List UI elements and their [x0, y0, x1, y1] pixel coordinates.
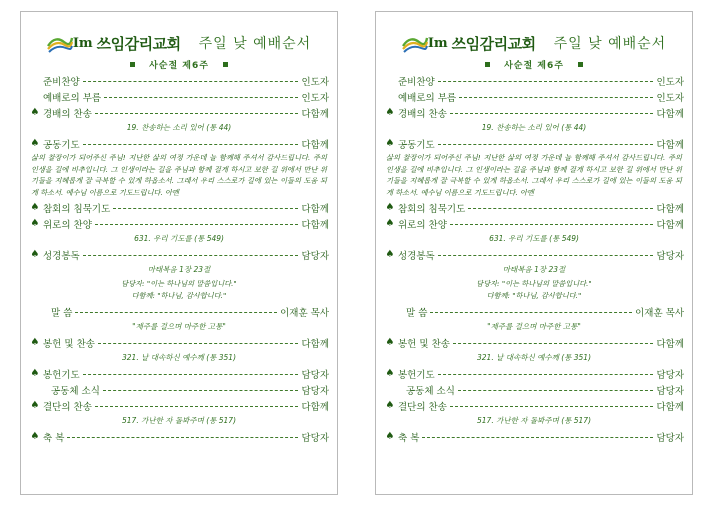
service-item-leader: 담당자: [656, 369, 684, 381]
dotted-leader: [438, 144, 654, 145]
responsive-line: 다함께: "하나님, 감사합니다.": [131, 291, 227, 300]
service-item-label: 축 복: [43, 432, 65, 444]
dotted-leader: [67, 437, 298, 438]
dotted-leader: [453, 343, 654, 344]
dotted-leader: [438, 374, 654, 375]
service-item-label: 축 복: [398, 432, 420, 444]
service-item-leader: 담당자: [656, 250, 684, 262]
service-item: [384, 247, 684, 262]
service-item: [384, 366, 684, 381]
square-bullet-icon: [130, 62, 135, 67]
spade-icon: ♠: [30, 202, 40, 213]
bulletin-header: [21, 26, 337, 60]
dotted-leader: [95, 224, 299, 225]
spade-icon: ♠: [385, 107, 395, 118]
service-item: [384, 73, 684, 88]
service-item-leader: 담당자: [301, 385, 329, 397]
service-item-label: 성경봉독: [43, 250, 80, 262]
service-item-leader: 담당자: [656, 385, 684, 397]
service-title: 주일 낮 예배순서: [198, 36, 312, 52]
service-item-leader: 다함께: [301, 108, 329, 120]
dotted-leader: [430, 312, 632, 313]
lent-subtitle: [21, 58, 337, 71]
dotted-leader: [450, 224, 654, 225]
service-item: [29, 89, 329, 104]
service-item-label: 위로의 찬양: [398, 219, 447, 231]
wave-logo-icon: [402, 32, 428, 54]
dotted-leader: [468, 208, 653, 209]
service-item-label: 예배로의 부름: [398, 92, 457, 104]
logo-im-text: Im: [72, 35, 93, 51]
spade-icon: ♠: [385, 202, 395, 213]
service-item: [29, 366, 329, 381]
spade-icon: ♠: [30, 368, 40, 379]
dotted-leader: [83, 144, 299, 145]
dotted-leader: [458, 390, 654, 391]
dotted-leader: [104, 97, 298, 98]
spade-icon: ♠: [30, 138, 40, 149]
service-item-label: 공동기도: [398, 139, 435, 151]
spade-icon: ♠: [385, 249, 395, 260]
dotted-leader: [103, 390, 299, 391]
church-name: 쓰임감리교회: [451, 34, 536, 53]
spade-icon: ♠: [385, 138, 395, 149]
wave-logo-icon: [47, 32, 73, 54]
spade-icon: ♠: [385, 218, 395, 229]
service-item-leader: 인도자: [656, 76, 684, 88]
service-item-label: 공동기도: [43, 139, 80, 151]
service-item: [29, 304, 329, 319]
service-item: [384, 304, 684, 319]
service-item: [384, 216, 684, 231]
service-item-label: 말 씀: [51, 307, 73, 319]
church-logo: [402, 32, 448, 54]
service-item: [29, 73, 329, 88]
service-item-label: 준비찬양: [43, 76, 80, 88]
square-bullet-icon: [223, 62, 228, 67]
order-of-service: [29, 73, 329, 445]
service-item: [384, 200, 684, 215]
service-title: 주일 낮 예배순서: [553, 36, 667, 52]
hymn-or-scripture-line: 517. 가난한 자 돌봐주며 (통 517): [122, 416, 236, 425]
service-item-label: 공동체 소식: [406, 385, 455, 397]
service-item: [29, 382, 329, 397]
subtitle-text: 사순절 제6주: [149, 61, 209, 71]
spade-icon: ♠: [30, 218, 40, 229]
service-item-label: 결단의 찬송: [43, 401, 92, 413]
service-item: [29, 429, 329, 444]
service-item-leader: 인도자: [301, 92, 329, 104]
service-item: [384, 382, 684, 397]
square-bullet-icon: [485, 62, 490, 67]
responsive-line: 담당자: "이는 하나님의 말씀입니다.": [121, 279, 237, 288]
bulletin-panel-left: [20, 11, 338, 495]
service-item: [384, 105, 684, 120]
bulletin-panel-right: [375, 11, 693, 495]
service-item: [384, 136, 684, 151]
subtitle-text: 사순절 제6주: [504, 61, 564, 71]
service-item-leader: 인도자: [301, 76, 329, 88]
service-item-leader: 담당자: [656, 432, 684, 444]
service-item: [29, 398, 329, 413]
service-item-leader: 다함께: [301, 401, 329, 413]
service-item-leader: 다함께: [301, 219, 329, 231]
spade-icon: ♠: [30, 107, 40, 118]
spade-icon: ♠: [30, 249, 40, 260]
spade-icon: ♠: [385, 337, 395, 348]
dotted-leader: [438, 255, 654, 256]
service-item: [29, 200, 329, 215]
service-item: [29, 105, 329, 120]
service-item-leader: 다함께: [656, 108, 684, 120]
service-item-label: 말 씀: [406, 307, 428, 319]
service-item-label: 성경봉독: [398, 250, 435, 262]
lent-subtitle: [376, 58, 692, 71]
dotted-leader: [83, 255, 299, 256]
service-item-label: 참회의 침묵기도: [43, 203, 111, 215]
spade-icon: ♠: [30, 431, 40, 442]
service-item-label: 봉헌 및 찬송: [398, 338, 450, 350]
service-item-leader: 다함께: [656, 139, 684, 151]
hymn-or-scripture-line: 마태복음 1장 23절: [502, 265, 566, 274]
hymn-or-scripture-line: 321. 날 대속하신 예수께 (통 351): [477, 353, 591, 362]
responsive-reading: [29, 278, 329, 302]
service-item-label: 경배의 찬송: [398, 108, 447, 120]
hymn-or-scripture-line: 19. 찬송하는 소리 있어 (통 44): [481, 123, 587, 132]
spade-icon: ♠: [30, 400, 40, 411]
service-item-leader: 담당자: [301, 369, 329, 381]
service-item-leader: 다함께: [301, 203, 329, 215]
dotted-leader: [83, 81, 299, 82]
service-item-label: 위로의 찬양: [43, 219, 92, 231]
service-item-leader: 담당자: [301, 432, 329, 444]
service-item: [384, 429, 684, 444]
dotted-leader: [438, 81, 654, 82]
hymn-or-scripture-line: 19. 찬송하는 소리 있어 (통 44): [126, 123, 232, 132]
service-item-leader: 이재훈 목사: [635, 307, 684, 319]
dotted-leader: [83, 374, 299, 375]
service-item: [384, 398, 684, 413]
service-item-leader: 다함께: [656, 338, 684, 350]
dotted-leader: [450, 406, 654, 407]
responsive-reading: [384, 278, 684, 302]
service-item: [29, 247, 329, 262]
dotted-leader: [450, 113, 654, 114]
common-prayer-text: 삶의 찰장이가 되어주신 주님! 지난한 삶의 여정 가운데 늘 함께해 주셔서 감사드립니다. 주의 인생을 길에 비추입니다. 그 인생이라는 길을 주님과 함께 걸게 하시고 보한 길 위에서 만난 위기들을 지혜롭게 잘 극복할 수 있게 하옵소서. 그래서 우리 스스로가 길에 있는 이들의 도움 되게 하소서. 예수님 이름으로 기도드립니다. 아멘: [386, 153, 682, 197]
service-item-label: 봉헌기도: [43, 369, 80, 381]
service-item-label: 공동체 소식: [51, 385, 100, 397]
hymn-or-scripture-line: "제주를 걸으며 마주한 고통": [132, 322, 226, 331]
logo-im-text: Im: [427, 35, 448, 51]
service-item: [29, 136, 329, 151]
hymn-or-scripture-line: 517. 가난한 자 돌봐주며 (통 517): [477, 416, 591, 425]
responsive-line: 다함께: "하나님, 감사합니다.": [486, 291, 582, 300]
hymn-or-scripture-line: "제주를 걸으며 마주한 고통": [487, 322, 581, 331]
service-item-label: 경배의 찬송: [43, 108, 92, 120]
service-item-label: 준비찬양: [398, 76, 435, 88]
service-item-label: 봉헌 및 찬송: [43, 338, 95, 350]
service-item: [384, 335, 684, 350]
service-item-leader: 다함께: [656, 219, 684, 231]
service-item-label: 참회의 침묵기도: [398, 203, 466, 215]
dotted-leader: [95, 113, 299, 114]
service-item-leader: 다함께: [301, 139, 329, 151]
hymn-or-scripture-line: 631. 우리 기도를 (통 549): [134, 234, 224, 243]
hymn-or-scripture-line: 마태복음 1장 23절: [147, 265, 211, 274]
order-of-service: [384, 73, 684, 445]
responsive-line: 담당자: "이는 하나님의 말씀입니다.": [476, 279, 592, 288]
dotted-leader: [459, 97, 653, 98]
service-item: [29, 335, 329, 350]
service-item-label: 예배로의 부름: [43, 92, 102, 104]
hymn-or-scripture-line: 631. 우리 기도를 (통 549): [489, 234, 579, 243]
bulletin-header: [376, 26, 692, 60]
service-item-leader: 인도자: [656, 92, 684, 104]
common-prayer-text: 삶의 찰장이가 되어주신 주님! 지난한 삶의 여정 가운데 늘 함께해 주셔서 감사드립니다. 주의 인생을 길에 비추입니다. 그 인생이라는 길을 주님과 함께 걸게 하시고 보한 길 위에서 만난 위기들을 지혜롭게 잘 극복할 수 있게 하옵소서. 그래서 우리 스스로가 길에 있는 이들의 도움 되게 하소서. 예수님 이름으로 기도드립니다. 아멘: [31, 153, 327, 197]
spade-icon: ♠: [385, 431, 395, 442]
square-bullet-icon: [578, 62, 583, 67]
service-item-label: 결단의 찬송: [398, 401, 447, 413]
service-item-leader: 담당자: [301, 250, 329, 262]
spade-icon: ♠: [385, 400, 395, 411]
service-item: [29, 216, 329, 231]
service-item-leader: 다함께: [656, 203, 684, 215]
dotted-leader: [113, 208, 298, 209]
dotted-leader: [95, 406, 299, 407]
service-item-leader: 다함께: [656, 401, 684, 413]
service-item-leader: 다함께: [301, 338, 329, 350]
service-item: [384, 89, 684, 104]
spade-icon: ♠: [30, 337, 40, 348]
dotted-leader: [98, 343, 299, 344]
service-item-leader: 이재훈 목사: [280, 307, 329, 319]
church-logo: [47, 32, 93, 54]
church-name: 쓰임감리교회: [96, 34, 181, 53]
dotted-leader: [75, 312, 277, 313]
dotted-leader: [422, 437, 653, 438]
hymn-or-scripture-line: 321. 날 대속하신 예수께 (통 351): [122, 353, 236, 362]
spade-icon: ♠: [385, 368, 395, 379]
service-item-label: 봉헌기도: [398, 369, 435, 381]
